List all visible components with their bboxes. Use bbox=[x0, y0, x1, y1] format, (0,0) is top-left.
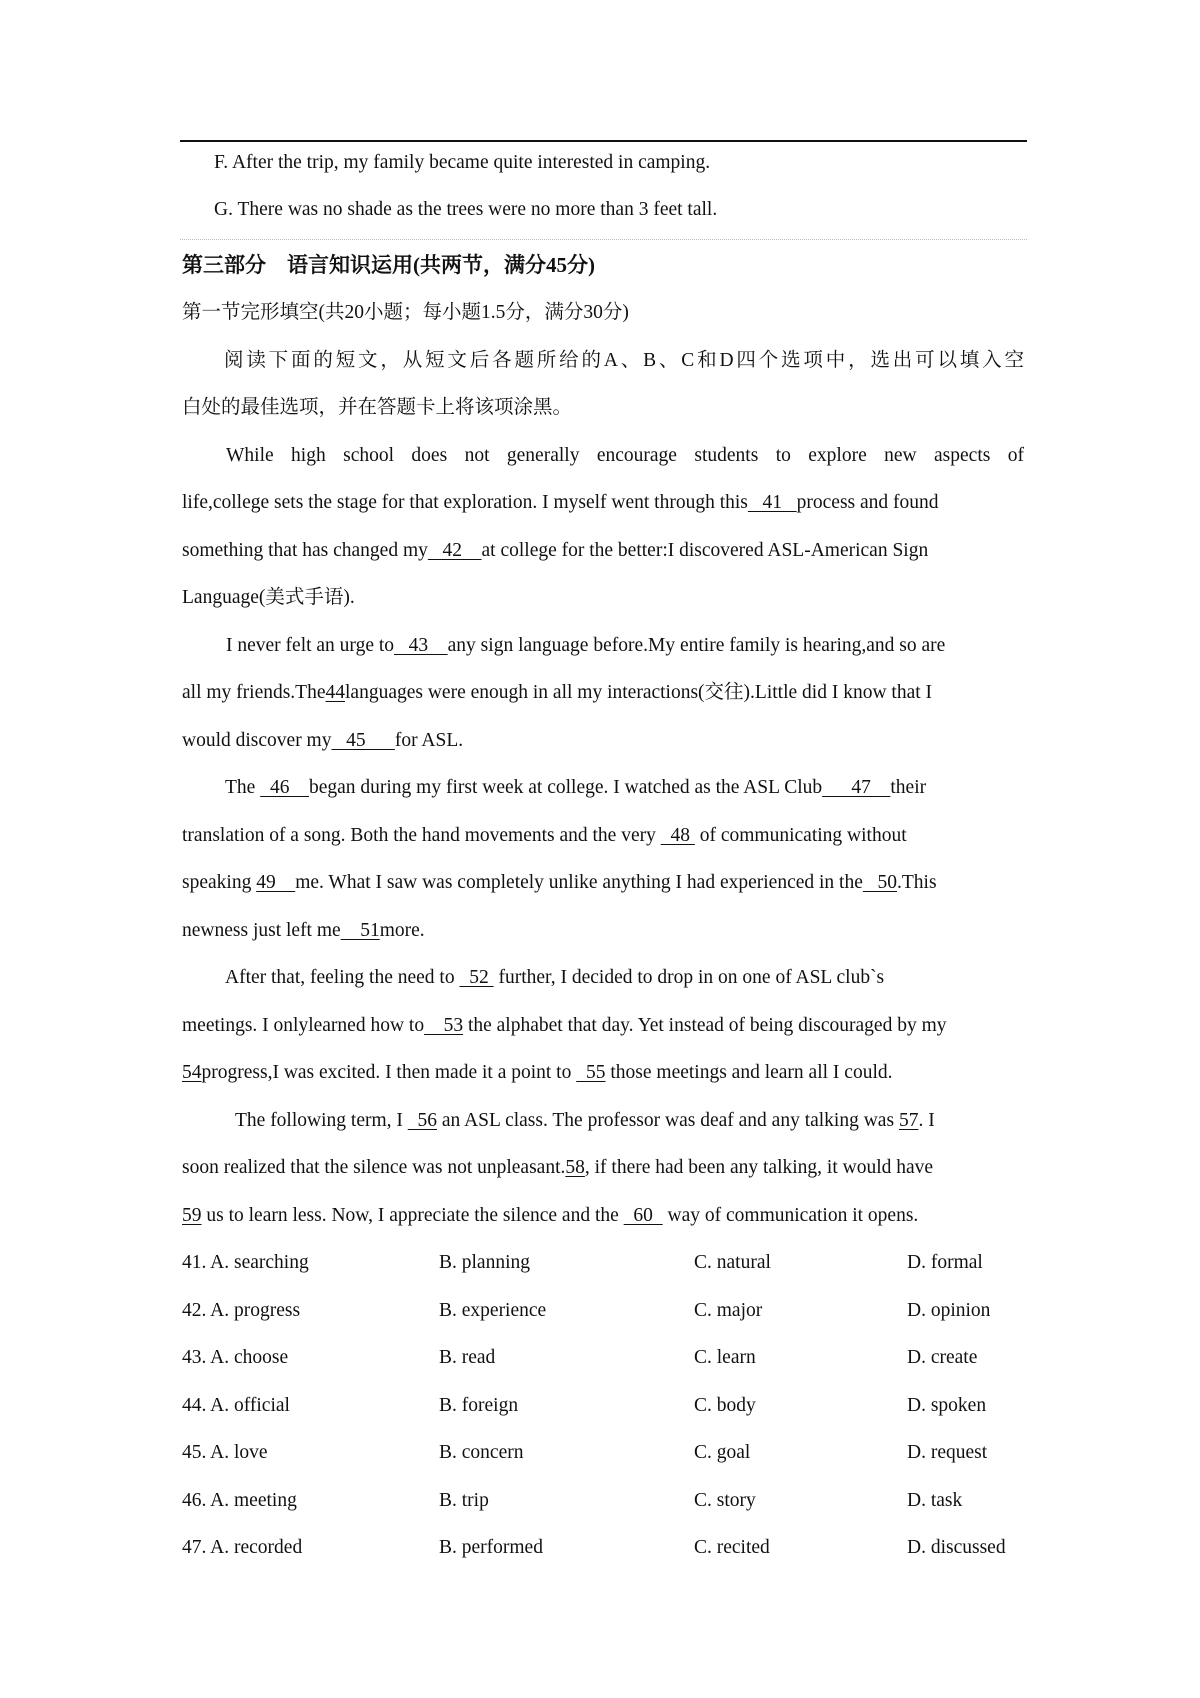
passage-text: any sign language before.My entire family is hearing,and so are bbox=[447, 635, 946, 656]
choice-d: D. formal bbox=[907, 1252, 983, 1273]
blank-58: 58 bbox=[565, 1157, 585, 1178]
choice-b: B. read bbox=[439, 1347, 496, 1368]
blank-42: 42 bbox=[427, 540, 482, 561]
passage-text: meetings. I onlylearned how to bbox=[182, 1015, 425, 1036]
passage-line-8 bbox=[225, 775, 1067, 801]
choice-c: C. major bbox=[694, 1300, 763, 1321]
passage-text: .This bbox=[897, 872, 937, 893]
choice-a: 41. A. searching bbox=[182, 1252, 309, 1273]
choice-b: B. foreign bbox=[439, 1395, 519, 1416]
passage-line-15 bbox=[235, 1108, 1077, 1134]
passage-text: After that, feeling the need to bbox=[225, 967, 460, 988]
choice-a: 42. A. progress bbox=[182, 1300, 301, 1321]
choice-b: B. performed bbox=[439, 1537, 543, 1558]
passage-text: languages were enough in all my interactions(交往).Little did I know that I bbox=[345, 682, 933, 703]
blank-47: 47 bbox=[822, 777, 891, 798]
choice-c: C. goal bbox=[694, 1442, 751, 1463]
blank-57: 57 bbox=[898, 1110, 919, 1131]
passage-line-17 bbox=[182, 1203, 1024, 1229]
passage-text: translation of a song. Both the hand movements and the very bbox=[182, 825, 661, 846]
choice-d: D. opinion bbox=[907, 1300, 991, 1321]
passage-text: me. What I saw was completely unlike anything I had experienced in the bbox=[295, 872, 863, 893]
choice-a: 46. A. meeting bbox=[182, 1490, 297, 1511]
passage-text: life,college sets the stage for that exploration. I myself went through this bbox=[182, 492, 748, 513]
passage-text: of communicating without bbox=[694, 825, 907, 846]
choice-a: 44. A. official bbox=[182, 1395, 290, 1416]
blank-46: 46 bbox=[260, 777, 309, 798]
choice-d: D. create bbox=[907, 1347, 978, 1368]
choice-c: C. natural bbox=[694, 1252, 771, 1273]
blank-56: 56 bbox=[407, 1110, 437, 1131]
instruction-line-1: 阅读下面的短文，从短文后各题所给的A、B、C和D四个选项中，选出可以填入空 bbox=[224, 350, 1024, 371]
passage-text: , if there had been any talking, it would have bbox=[584, 1157, 934, 1178]
passage-line-3 bbox=[182, 538, 1024, 564]
blank-59: 59 bbox=[182, 1205, 202, 1226]
passage-text: more. bbox=[379, 920, 425, 941]
passage-text: at college for the better:I discovered ASL-American Sign bbox=[481, 540, 929, 561]
choice-d: D. request bbox=[907, 1442, 988, 1463]
passage-line-7 bbox=[182, 728, 1024, 754]
passage-text: all my friends.The bbox=[182, 682, 326, 703]
choice-b: B. concern bbox=[439, 1442, 524, 1463]
passage-line-10 bbox=[182, 870, 1024, 896]
option-g: G. There was no shade as the trees were no more than 3 feet tall. bbox=[214, 199, 718, 220]
section-title: 第三部分 语言知识运用(共两节，满分45分) bbox=[182, 253, 595, 277]
passage-text: something that has changed my bbox=[182, 540, 428, 561]
choice-a: 43. A. choose bbox=[182, 1347, 289, 1368]
choice-c: C. recited bbox=[694, 1537, 770, 1558]
section-subtitle: 第一节完形填空(共20小题；每小题1.5分，满分30分) bbox=[182, 302, 629, 323]
passage-line-1: While high school does not generally encourage students to explore new aspects of bbox=[226, 445, 1024, 466]
passage-text: The bbox=[225, 777, 261, 798]
passage-line-11 bbox=[182, 918, 1024, 944]
passage-text: I never felt an urge to bbox=[226, 635, 395, 656]
passage-text: process and found bbox=[796, 492, 939, 513]
passage-line-2 bbox=[182, 490, 1024, 516]
choice-c: C. body bbox=[694, 1395, 756, 1416]
choice-d: D. discussed bbox=[907, 1537, 1006, 1558]
blank-49: 49 bbox=[256, 872, 296, 893]
blank-43: 43 bbox=[394, 635, 448, 656]
blank-45: 45 bbox=[331, 730, 395, 751]
section-divider bbox=[180, 239, 1027, 240]
passage-text: for ASL. bbox=[394, 730, 464, 751]
blank-48: 48 bbox=[660, 825, 695, 846]
passage-line-14 bbox=[182, 1060, 1024, 1086]
passage-text: progress,I was excited. I then made it a point to bbox=[201, 1062, 577, 1083]
choice-a: 47. A. recorded bbox=[182, 1537, 303, 1558]
choice-b: B. trip bbox=[439, 1490, 489, 1511]
choice-c: C. learn bbox=[694, 1347, 756, 1368]
passage-text: us to learn less. Now, I appreciate the silence and the bbox=[201, 1205, 624, 1226]
passage-text: would discover my bbox=[182, 730, 332, 751]
passage-text: soon realized that the silence was not unpleasant. bbox=[182, 1157, 566, 1178]
passage-line-5 bbox=[226, 633, 1068, 659]
passage-line-9 bbox=[182, 823, 1024, 849]
passage-text: their bbox=[890, 777, 927, 798]
blank-54: 54 bbox=[182, 1062, 202, 1083]
choice-c: C. story bbox=[694, 1490, 756, 1511]
passage-text: newness just left me bbox=[182, 920, 341, 941]
passage-text: . I bbox=[918, 1110, 935, 1131]
blank-51: 51 bbox=[340, 920, 380, 941]
blank-50: 50 bbox=[862, 872, 897, 893]
passage-text: speaking bbox=[182, 872, 257, 893]
choice-b: B. experience bbox=[439, 1300, 547, 1321]
choice-d: D. task bbox=[907, 1490, 963, 1511]
blank-41: 41 bbox=[747, 492, 797, 513]
passage-line-4: Language(美式手语). bbox=[182, 587, 355, 608]
passage-line-13 bbox=[182, 1013, 1024, 1039]
blank-52: 52 bbox=[459, 967, 494, 988]
passage-line-6 bbox=[182, 680, 1024, 706]
blank-55: 55 bbox=[576, 1062, 606, 1083]
blank-53: 53 bbox=[424, 1015, 464, 1036]
blank-60: 60 bbox=[623, 1205, 663, 1226]
passage-line-12 bbox=[225, 965, 1067, 991]
option-f: F. After the trip, my family became quite interested in camping. bbox=[214, 152, 711, 173]
passage-text: began during my first week at college. I watched as the ASL Club bbox=[308, 777, 823, 798]
passage-text: an ASL class. The professor was deaf and any talking was bbox=[437, 1110, 899, 1131]
passage-text: those meetings and learn all I could. bbox=[605, 1062, 893, 1083]
passage-text: way of communication it opens. bbox=[662, 1205, 919, 1226]
choice-d: D. spoken bbox=[907, 1395, 987, 1416]
instruction-line-2: 白处的最佳选项，并在答题卡上将该项涂黑。 bbox=[182, 397, 573, 418]
passage-text: further, I decided to drop in on one of ASL club`s bbox=[493, 967, 885, 988]
choice-a: 45. A. love bbox=[182, 1442, 268, 1463]
choice-b: B. planning bbox=[439, 1252, 530, 1273]
header-rule bbox=[180, 140, 1027, 142]
passage-line-16 bbox=[182, 1155, 1024, 1181]
blank-44: 44 bbox=[325, 682, 345, 703]
passage-text: The following term, I bbox=[235, 1110, 408, 1131]
passage-text: the alphabet that day. Yet instead of being discouraged by my bbox=[463, 1015, 947, 1036]
